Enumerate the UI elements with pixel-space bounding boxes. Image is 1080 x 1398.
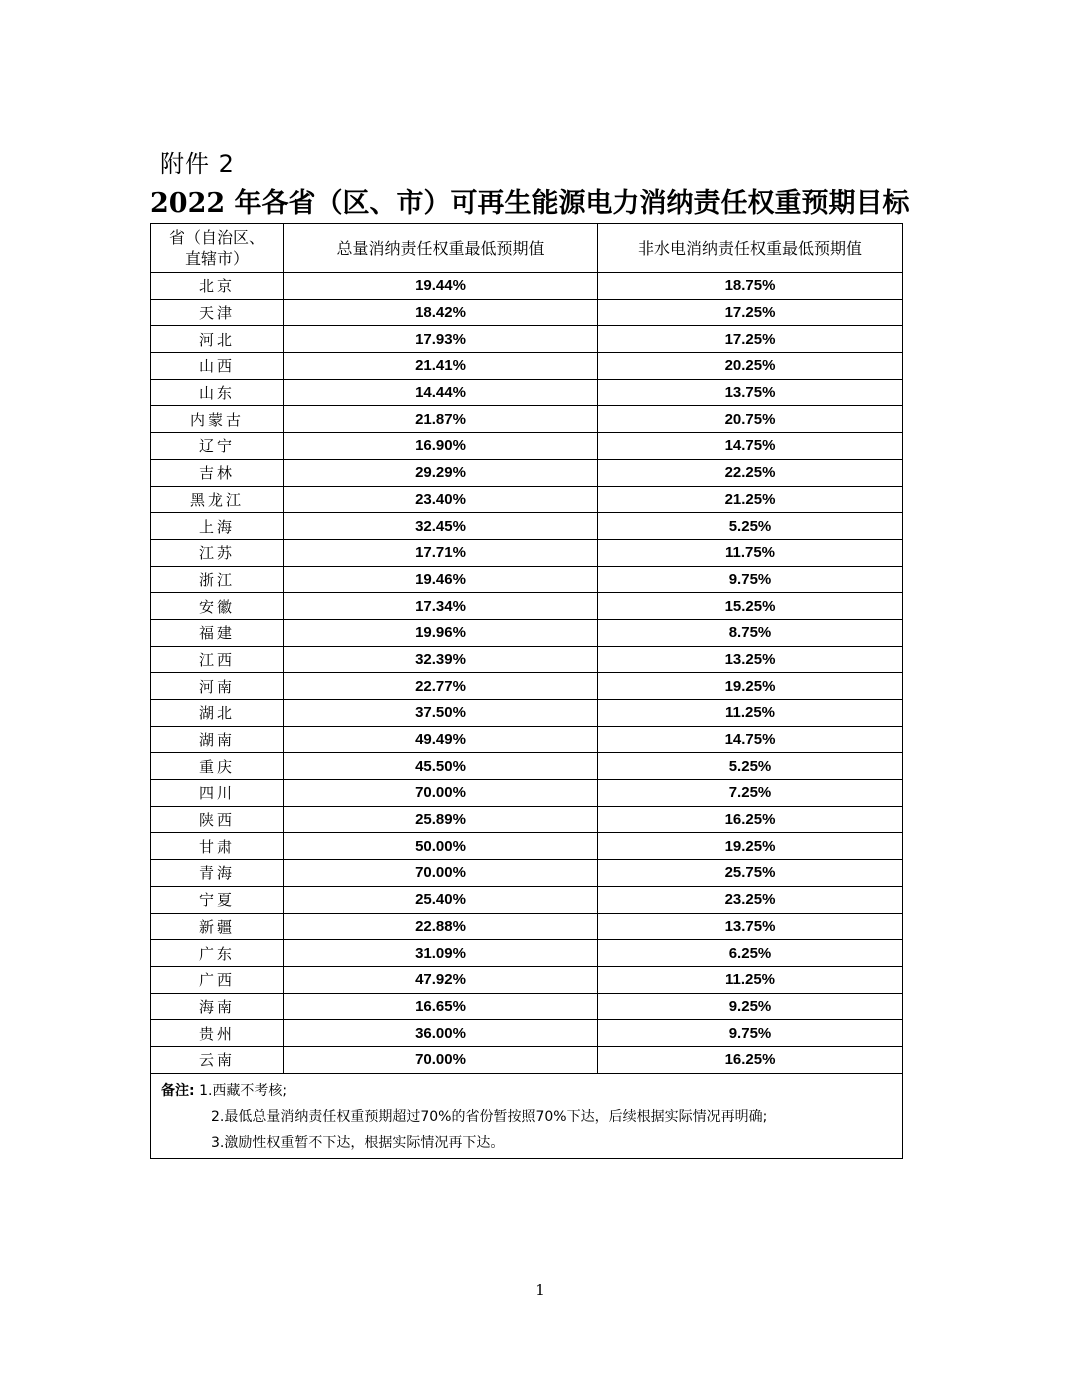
- province-cell: 河南: [151, 673, 284, 700]
- total-value-cell: 23.40%: [284, 486, 598, 513]
- page-number: 1: [535, 1281, 545, 1299]
- non-hydro-value-cell: 17.25%: [598, 299, 903, 326]
- province-cell: 甘肃: [151, 833, 284, 860]
- non-hydro-value-cell: 9.75%: [598, 566, 903, 593]
- table-body: [151, 273, 903, 1074]
- non-hydro-value-cell: 19.25%: [598, 833, 903, 860]
- total-value-cell: 70.00%: [284, 780, 598, 807]
- table-row: [151, 433, 903, 460]
- province-cell: 陕西: [151, 806, 284, 833]
- non-hydro-value-cell: 6.25%: [598, 940, 903, 967]
- province-cell: 山西: [151, 353, 284, 380]
- province-cell: 贵州: [151, 1020, 284, 1047]
- non-hydro-value-cell: 20.25%: [598, 353, 903, 380]
- table-row: [151, 780, 903, 807]
- table-row: [151, 593, 903, 620]
- province-cell: 河北: [151, 326, 284, 353]
- province-cell: 宁夏: [151, 886, 284, 913]
- table-notes: [151, 1073, 903, 1158]
- non-hydro-value-cell: 18.75%: [598, 273, 903, 300]
- province-cell: 北京: [151, 273, 284, 300]
- province-cell: 湖北: [151, 700, 284, 727]
- table-row: [151, 726, 903, 753]
- total-value-cell: 19.44%: [284, 273, 598, 300]
- header-row: [151, 224, 903, 273]
- province-cell: 海南: [151, 993, 284, 1020]
- non-hydro-value-cell: 20.75%: [598, 406, 903, 433]
- total-value-cell: 70.00%: [284, 1046, 598, 1073]
- province-cell: 浙江: [151, 566, 284, 593]
- note-item-2: 2.最低总量消纳责任权重预期超过70%的省份暂按照70%下达，后续根据实际情况再明确;: [211, 1108, 768, 1125]
- non-hydro-value-cell: 16.25%: [598, 1046, 903, 1073]
- table-row: [151, 993, 903, 1020]
- province-cell: 安徽: [151, 593, 284, 620]
- total-value-cell: 25.89%: [284, 806, 598, 833]
- total-value-cell: 37.50%: [284, 700, 598, 727]
- note-item-3: 3.激励性权重暂不下达，根据实际情况再下达。: [211, 1134, 505, 1151]
- total-value-cell: 14.44%: [284, 379, 598, 406]
- table-row: [151, 1020, 903, 1047]
- non-hydro-value-cell: 13.75%: [598, 379, 903, 406]
- total-value-cell: 16.90%: [284, 433, 598, 460]
- total-value-cell: 16.65%: [284, 993, 598, 1020]
- total-value-cell: 17.34%: [284, 593, 598, 620]
- total-value-cell: 22.88%: [284, 913, 598, 940]
- total-value-cell: 21.41%: [284, 353, 598, 380]
- table-row: [151, 539, 903, 566]
- table-header: [151, 224, 903, 273]
- table-row: [151, 513, 903, 540]
- table-row: [151, 806, 903, 833]
- notes-cell: [151, 1073, 903, 1158]
- table-row: [151, 1046, 903, 1073]
- table-row: [151, 299, 903, 326]
- total-value-cell: 70.00%: [284, 860, 598, 887]
- province-cell: 内蒙古: [151, 406, 284, 433]
- province-cell: 四川: [151, 780, 284, 807]
- header-non-hydro: 非水电消纳责任权重最低预期值: [598, 224, 903, 273]
- total-value-cell: 29.29%: [284, 459, 598, 486]
- table-row: [151, 326, 903, 353]
- non-hydro-value-cell: 17.25%: [598, 326, 903, 353]
- table-row: [151, 486, 903, 513]
- total-value-cell: 45.50%: [284, 753, 598, 780]
- total-value-cell: 18.42%: [284, 299, 598, 326]
- non-hydro-value-cell: 9.25%: [598, 993, 903, 1020]
- total-value-cell: 32.45%: [284, 513, 598, 540]
- non-hydro-value-cell: 22.25%: [598, 459, 903, 486]
- province-cell: 云南: [151, 1046, 284, 1073]
- document-title: 2022 年各省（区、市）可再生能源电力消纳责任权重预期目标: [150, 188, 910, 219]
- province-cell: 福建: [151, 619, 284, 646]
- note-item-1: 1.西藏不考核;: [199, 1082, 288, 1099]
- attachment-label: 附件 2: [160, 150, 235, 178]
- note-line-1: [161, 1078, 902, 1104]
- total-value-cell: 49.49%: [284, 726, 598, 753]
- table-row: [151, 860, 903, 887]
- non-hydro-value-cell: 13.25%: [598, 646, 903, 673]
- province-cell: 青海: [151, 860, 284, 887]
- non-hydro-value-cell: 13.75%: [598, 913, 903, 940]
- table-row: [151, 353, 903, 380]
- province-cell: 湖南: [151, 726, 284, 753]
- province-cell: 重庆: [151, 753, 284, 780]
- non-hydro-value-cell: 19.25%: [598, 673, 903, 700]
- table-row: [151, 886, 903, 913]
- non-hydro-value-cell: 14.75%: [598, 726, 903, 753]
- province-cell: 辽宁: [151, 433, 284, 460]
- non-hydro-value-cell: 7.25%: [598, 780, 903, 807]
- total-value-cell: 31.09%: [284, 940, 598, 967]
- table-row: [151, 833, 903, 860]
- notes-label: 备注:: [161, 1082, 195, 1099]
- total-value-cell: 50.00%: [284, 833, 598, 860]
- province-cell: 新疆: [151, 913, 284, 940]
- table-row: [151, 379, 903, 406]
- non-hydro-value-cell: 11.25%: [598, 700, 903, 727]
- header-total: 总量消纳责任权重最低预期值: [284, 224, 598, 273]
- total-value-cell: 25.40%: [284, 886, 598, 913]
- table-row: [151, 273, 903, 300]
- non-hydro-value-cell: 11.75%: [598, 539, 903, 566]
- province-cell: 江西: [151, 646, 284, 673]
- non-hydro-value-cell: 5.25%: [598, 513, 903, 540]
- non-hydro-value-cell: 9.75%: [598, 1020, 903, 1047]
- table-row: [151, 406, 903, 433]
- total-value-cell: 17.71%: [284, 539, 598, 566]
- province-cell: 江苏: [151, 539, 284, 566]
- non-hydro-value-cell: 23.25%: [598, 886, 903, 913]
- non-hydro-value-cell: 5.25%: [598, 753, 903, 780]
- total-value-cell: 19.46%: [284, 566, 598, 593]
- non-hydro-value-cell: 11.25%: [598, 966, 903, 993]
- table-row: [151, 940, 903, 967]
- non-hydro-value-cell: 14.75%: [598, 433, 903, 460]
- non-hydro-value-cell: 8.75%: [598, 619, 903, 646]
- province-cell: 山东: [151, 379, 284, 406]
- province-cell: 广西: [151, 966, 284, 993]
- province-cell: 吉林: [151, 459, 284, 486]
- total-value-cell: 47.92%: [284, 966, 598, 993]
- notes-row: [151, 1073, 903, 1158]
- total-value-cell: 19.96%: [284, 619, 598, 646]
- targets-table: [150, 223, 903, 1159]
- table-row: [151, 673, 903, 700]
- table-row: [151, 646, 903, 673]
- header-province-line1: 省（自治区、: [168, 228, 265, 247]
- table-row: [151, 619, 903, 646]
- province-cell: 天津: [151, 299, 284, 326]
- province-cell: 广东: [151, 940, 284, 967]
- total-value-cell: 17.93%: [284, 326, 598, 353]
- non-hydro-value-cell: 15.25%: [598, 593, 903, 620]
- table-row: [151, 700, 903, 727]
- table-row: [151, 459, 903, 486]
- non-hydro-value-cell: 25.75%: [598, 860, 903, 887]
- total-value-cell: 22.77%: [284, 673, 598, 700]
- table-row: [151, 753, 903, 780]
- total-value-cell: 32.39%: [284, 646, 598, 673]
- table-row: [151, 566, 903, 593]
- total-value-cell: 21.87%: [284, 406, 598, 433]
- province-cell: 上海: [151, 513, 284, 540]
- non-hydro-value-cell: 21.25%: [598, 486, 903, 513]
- header-province-line2: 直辖市）: [184, 249, 249, 268]
- total-value-cell: 36.00%: [284, 1020, 598, 1047]
- table-row: [151, 966, 903, 993]
- province-cell: 黑龙江: [151, 486, 284, 513]
- header-province: [151, 224, 284, 273]
- non-hydro-value-cell: 16.25%: [598, 806, 903, 833]
- table-row: [151, 913, 903, 940]
